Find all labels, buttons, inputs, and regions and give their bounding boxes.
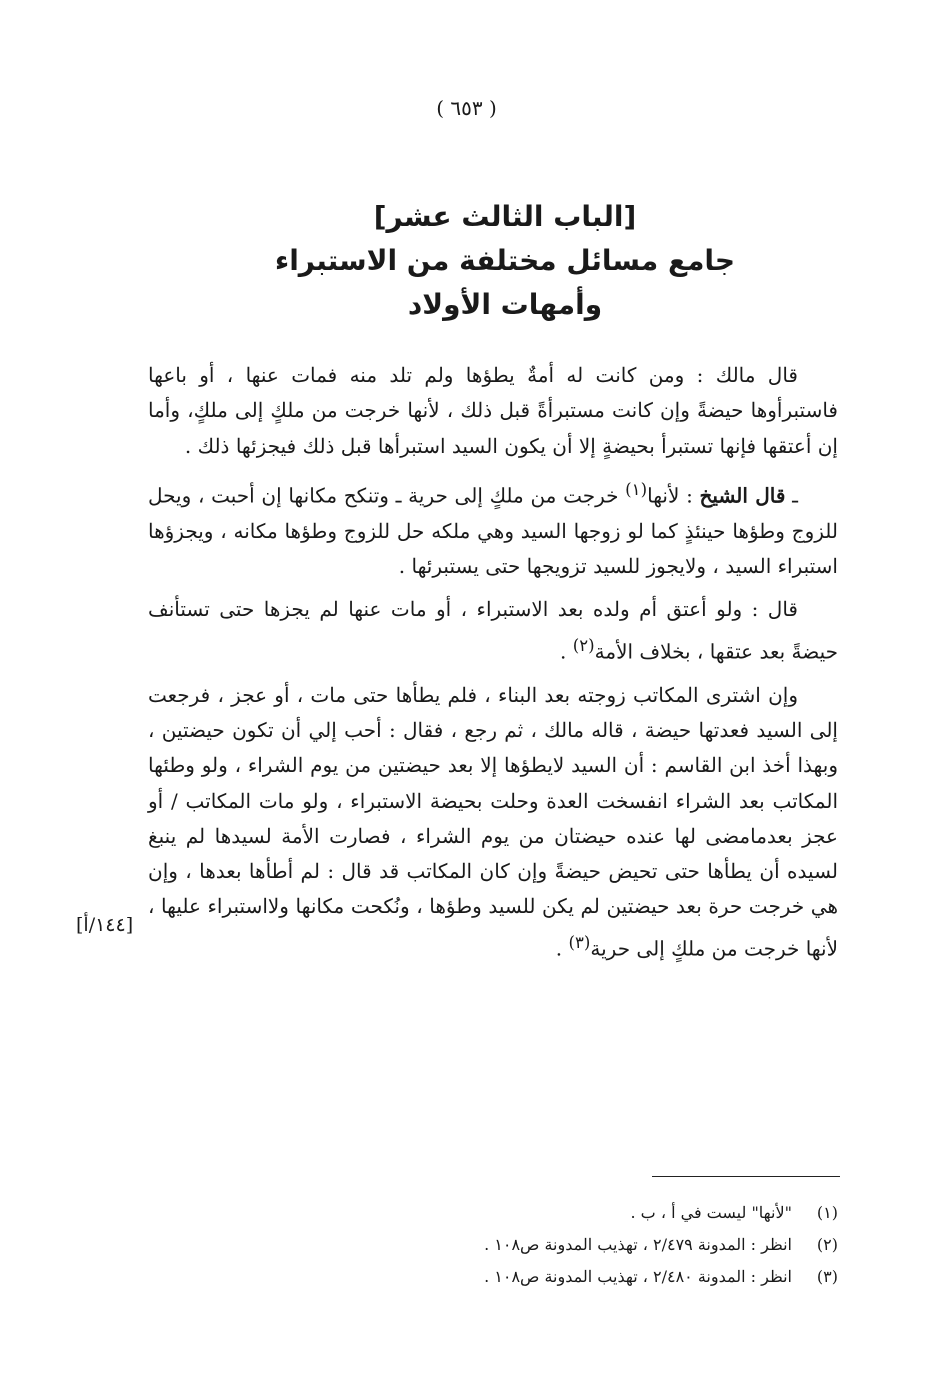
footnote-2 xyxy=(380,1229,838,1261)
footnote-ref-1: (١) xyxy=(625,479,648,499)
footnote-3 xyxy=(380,1261,838,1293)
footnote-ref-2: (٢) xyxy=(572,635,595,655)
chapter-title: [الباب الثالث عشر] xyxy=(373,200,637,233)
footnotes xyxy=(380,1197,838,1293)
footnote-number: (٣) xyxy=(816,1267,838,1286)
chapter-subtitle: جامع مسائل مختلفة من الاستبراء xyxy=(274,244,736,277)
footnote-separator xyxy=(652,1176,840,1177)
footnote-text: انظر : المدونة ٢/٤٧٩ ، تهذيب المدونة ص١٠٨ . xyxy=(484,1235,792,1254)
paragraph-4 xyxy=(148,678,838,967)
chapter-subtitle-continued: وأمهات الأولاد xyxy=(407,288,603,321)
paragraph-1: قال مالك : ومن كانت له أمةٌ يطؤها ولم تلد منه فمات عنها ، أو باعها فاستبرأوها حيضةً وإن كانت مستبرأةً قبل ذلك ، لأنها خرجت من ملكٍ إلى ملكٍ، وأما إن أعتقها فإنها تستبرأ بحيضةٍ إلا أن يكون السيد استبرأها قبل ذلك فيجزئها ذلك . xyxy=(148,363,838,458)
paragraph-4-end: . xyxy=(555,936,563,961)
footnote-1 xyxy=(380,1197,838,1229)
paragraph-2-text-a: : لأنها xyxy=(647,483,693,508)
paragraph-4-text: وإن اشترى المكاتب زوجته بعد البناء ، فلم يطأها حتى مات ، أو عجز ، فرجعت إلى السيد فعدتها حيضة ، قاله مالك ، ثم رجع ، فقال : أحب إلي أن تكون حيضتين ، وبهذا أخذ ابن القاسم : أن السيد لايطؤها إلا بعد حيضتين من يوم الشراء ، ولو وطئها المكاتب بعد الشراء انفسخت العدة وحلت بحيضة الاستبراء ، ولو مات المكاتب / أو عجز بعدمامضى لها عنده حيضتان من يوم الشراء ، فصارت الأمة لسيدها لم ينبغ لسيده أن يطأها حتى تحيض حيضةً وإن كان المكاتب قد قال : لم أطأها بعدها ، وإن هي خرجت حرة بعد حيضتين لم يكن للسيد وطؤها ، ونُكحت مكانها ولااستبراء عليها ، لأنها خرجت من ملكٍ إلى حرية xyxy=(148,682,838,961)
paragraph-3 xyxy=(148,592,838,669)
paragraph-2 xyxy=(148,472,838,585)
footnote-text: انظر : المدونة ٢/٤٨٠ ، تهذيب المدونة ص١٠٨ . xyxy=(484,1267,792,1286)
paragraph-3-text: قال : ولو أعتق أم ولده بعد الاستبراء ، أو مات عنها لم يجزها حتى تستأنف حيضةً بعد عتقها ، بخلاف الأمة xyxy=(148,597,838,664)
page-number: ( ٦٥٣ ) xyxy=(436,96,497,120)
speaker-label: قال الشيخ xyxy=(699,483,786,508)
footnote-text: "لأنها" ليست في أ ، ب . xyxy=(630,1203,792,1222)
chapter-heading xyxy=(200,195,810,327)
footnote-number: (٢) xyxy=(816,1235,838,1254)
paragraph-2-text-b: خرجت من ملكٍ إلى حرية ـ وتنكح مكانها إن أحبت ، ويحل للزوج وطؤها حينئذٍ كما لو زوجها السيد وهي ملكه حل للزوج وطؤها مكانه ، ويجزؤها استبراء السيد ، ولايجوز للسيد تزويجها حتى يستبرئها . xyxy=(148,483,838,579)
manuscript-folio-marker: [١٤٤/أ] xyxy=(76,914,134,936)
paragraph-3-end: . xyxy=(559,639,567,664)
footnote-ref-3: (٣) xyxy=(568,932,591,952)
footnote-number: (١) xyxy=(816,1203,838,1222)
dash: ـ xyxy=(792,483,798,508)
main-text xyxy=(148,358,838,975)
